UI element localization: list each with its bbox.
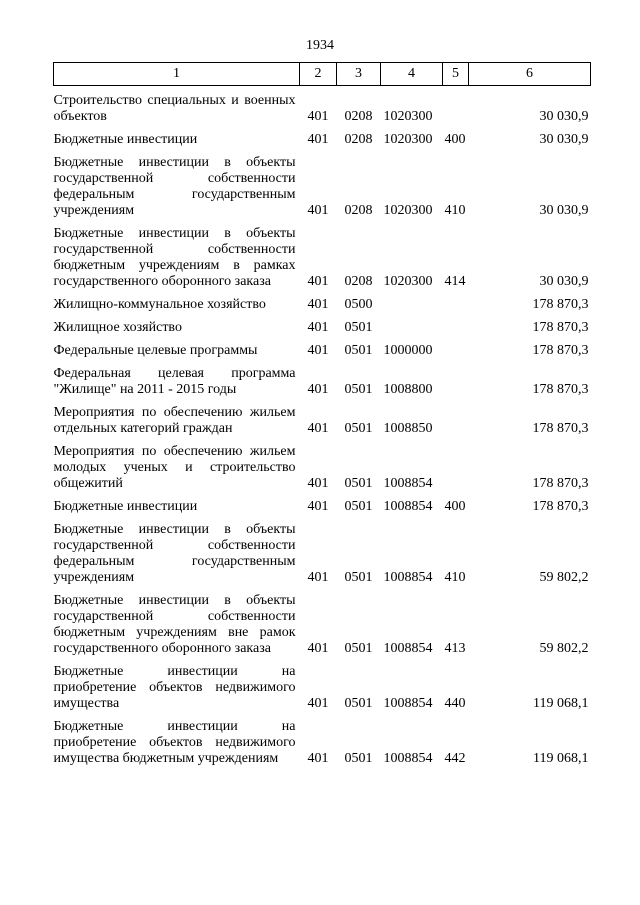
- row-col2-cell: 401: [307, 476, 329, 491]
- column-header-2: 2: [300, 63, 337, 86]
- row-col2-cell: 401: [307, 109, 329, 124]
- row-name-cell: Бюджетные инвестиции в объекты государственной собственности бюджетным учреждениям вне рамок государственного оборонного заказа: [53, 593, 296, 656]
- row-col4-cell: 1020300: [383, 132, 433, 147]
- row-col3-cell: 0500: [344, 297, 373, 312]
- row-col6-cell: 178 870,3: [532, 297, 589, 312]
- table-row: [54, 716, 591, 771]
- row-name-cell: Бюджетные инвестиции на приобретение объектов недвижимого имущества бюджетным учреждениям: [53, 719, 296, 766]
- row-col3-cell: 0501: [344, 499, 373, 514]
- row-col5-cell: [443, 340, 469, 363]
- row-col2-cell: 401: [307, 320, 329, 335]
- row-col6-cell: 30 030,9: [539, 132, 589, 147]
- row-col6-cell: 178 870,3: [532, 499, 589, 514]
- column-header-4: 4: [381, 63, 443, 86]
- table-row: [54, 363, 591, 402]
- row-col3-cell: 0208: [344, 203, 373, 218]
- row-col3-cell: 0501: [344, 343, 373, 358]
- column-header-3: 3: [337, 63, 381, 86]
- row-name-cell: Федеральные целевые программы: [53, 343, 258, 358]
- row-col5-cell: 400: [444, 132, 466, 147]
- table-row: [54, 223, 591, 294]
- row-col6-cell: 178 870,3: [532, 421, 589, 436]
- row-name-cell: Бюджетные инвестиции: [53, 499, 198, 514]
- row-col3-cell: 0501: [344, 421, 373, 436]
- row-col4-cell: 1008854: [383, 751, 433, 766]
- row-name-cell: Мероприятия по обеспечению жильем молодых ученых и строительство общежитий: [53, 444, 296, 491]
- table-row: [54, 496, 591, 519]
- row-col3-cell: 0501: [344, 641, 373, 656]
- table-row: [54, 152, 591, 223]
- row-col3-cell: 0501: [344, 320, 373, 335]
- row-col5-cell: [443, 317, 469, 340]
- row-col4-cell: 1008854: [383, 696, 433, 711]
- row-col5-cell: 400: [444, 499, 466, 514]
- row-col3-cell: 0501: [344, 696, 373, 711]
- row-name-cell: Жилищно-коммунальное хозяйство: [53, 297, 266, 312]
- row-col2-cell: 401: [307, 274, 329, 289]
- row-col4-cell: 1008850: [383, 421, 433, 436]
- table-row: [54, 661, 591, 716]
- row-col4-cell: 1000000: [383, 343, 433, 358]
- table-row: [54, 129, 591, 152]
- row-col4-cell: 1008800: [383, 382, 433, 397]
- row-col4-cell: 1020300: [383, 109, 433, 124]
- column-header-6: 6: [469, 63, 591, 86]
- row-name-cell: Бюджетные инвестиции: [53, 132, 198, 147]
- row-name-cell: Федеральная целевая программа "Жилище" на 2011 - 2015 годы: [53, 366, 296, 397]
- row-col6-cell: 178 870,3: [532, 382, 589, 397]
- row-col2-cell: 401: [307, 382, 329, 397]
- row-col6-cell: 178 870,3: [532, 343, 589, 358]
- row-col4-cell: 1008854: [383, 641, 433, 656]
- column-header-5: 5: [443, 63, 469, 86]
- row-col5-cell: [443, 441, 469, 496]
- row-col2-cell: 401: [307, 499, 329, 514]
- row-col2-cell: 401: [307, 297, 329, 312]
- row-col2-cell: 401: [307, 696, 329, 711]
- row-col3-cell: 0208: [344, 109, 373, 124]
- row-col2-cell: 401: [307, 132, 329, 147]
- table-body: [54, 86, 591, 772]
- row-col2-cell: 401: [307, 421, 329, 436]
- row-col6-cell: 119 068,1: [533, 696, 589, 711]
- row-col5-cell: 414: [444, 274, 466, 289]
- row-col5-cell: 440: [444, 696, 466, 711]
- row-col6-cell: 178 870,3: [532, 476, 589, 491]
- table-header-row: [54, 63, 591, 86]
- row-col5-cell: 410: [444, 570, 466, 585]
- table-row: [54, 86, 591, 130]
- table-row: [54, 590, 591, 661]
- column-header-1: 1: [54, 63, 300, 86]
- row-col5-cell: 413: [444, 641, 466, 656]
- row-col2-cell: 401: [307, 641, 329, 656]
- row-col5-cell: [443, 402, 469, 441]
- table-row: [54, 317, 591, 340]
- row-col2-cell: 401: [307, 570, 329, 585]
- row-name-cell: Строительство специальных и военных объектов: [53, 93, 296, 124]
- row-col4-cell: 1020300: [383, 203, 433, 218]
- row-col3-cell: 0208: [344, 132, 373, 147]
- table-row: [54, 402, 591, 441]
- row-col3-cell: 0501: [344, 570, 373, 585]
- row-name-cell: Мероприятия по обеспечению жильем отдельных категорий граждан: [53, 405, 296, 436]
- table-row: [54, 294, 591, 317]
- row-col5-cell: 442: [444, 751, 466, 766]
- row-col4-cell: 1008854: [383, 499, 433, 514]
- row-col6-cell: 30 030,9: [539, 274, 589, 289]
- row-col4-cell: 1008854: [383, 570, 433, 585]
- table-row: [54, 441, 591, 496]
- row-col5-cell: [443, 86, 469, 130]
- row-col3-cell: 0501: [344, 382, 373, 397]
- row-col4-cell: [381, 317, 443, 340]
- row-name-cell: Бюджетные инвестиции в объекты государственной собственности бюджетным учреждениям в рамках государственного оборонного заказа: [53, 226, 296, 289]
- table-row: [54, 340, 591, 363]
- row-col2-cell: 401: [307, 751, 329, 766]
- row-name-cell: Жилищное хозяйство: [53, 320, 182, 335]
- row-col6-cell: 59 802,2: [539, 570, 589, 585]
- row-name-cell: Бюджетные инвестиции на приобретение объектов недвижимого имущества: [53, 664, 296, 711]
- row-col6-cell: 178 870,3: [532, 320, 589, 335]
- table-row: [54, 519, 591, 590]
- row-name-cell: Бюджетные инвестиции в объекты государственной собственности федеральным государственным учреждениям: [53, 155, 296, 218]
- row-col4-cell: 1020300: [383, 274, 433, 289]
- row-col2-cell: 401: [307, 203, 329, 218]
- row-col6-cell: 30 030,9: [539, 109, 589, 124]
- budget-table: [53, 62, 591, 771]
- row-col5-cell: [443, 363, 469, 402]
- page-number: 1934: [306, 38, 334, 53]
- row-col3-cell: 0501: [344, 751, 373, 766]
- row-col6-cell: 30 030,9: [539, 203, 589, 218]
- row-col3-cell: 0501: [344, 476, 373, 491]
- row-name-cell: Бюджетные инвестиции в объекты государственной собственности федеральным государственным учреждениям: [53, 522, 296, 585]
- row-col2-cell: 401: [307, 343, 329, 358]
- row-col3-cell: 0208: [344, 274, 373, 289]
- row-col5-cell: 410: [444, 203, 466, 218]
- row-col6-cell: 119 068,1: [533, 751, 589, 766]
- row-col4-cell: [381, 294, 443, 317]
- row-col4-cell: 1008854: [383, 476, 433, 491]
- row-col5-cell: [443, 294, 469, 317]
- row-col6-cell: 59 802,2: [539, 641, 589, 656]
